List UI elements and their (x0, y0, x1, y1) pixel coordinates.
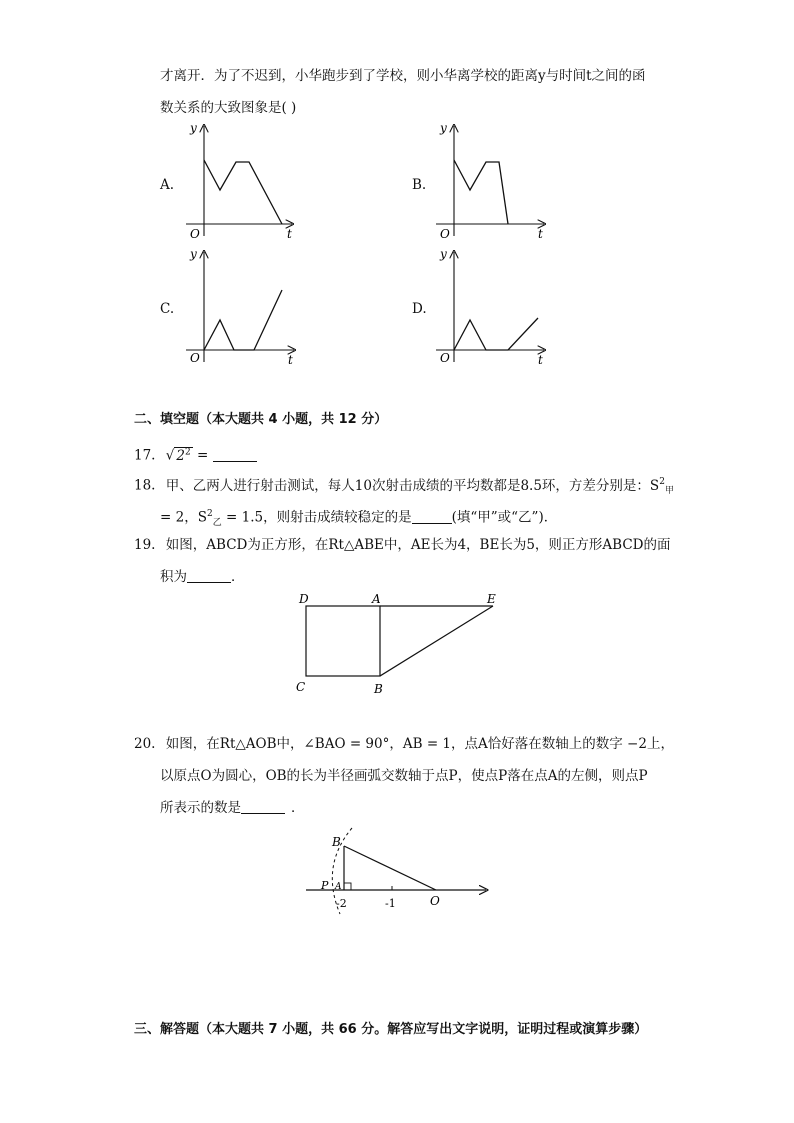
option-a-label: A. (160, 177, 175, 193)
label-e: E (487, 592, 496, 606)
q18-num: 18. (134, 477, 156, 494)
q17-equals: = (197, 447, 209, 464)
q18-text2b: = 1.5，则射击成绩较稳定的是 (226, 509, 412, 526)
graph-line (454, 160, 508, 224)
tick-label-minus2: -2 (336, 897, 347, 910)
q20-num: 20. (134, 736, 156, 752)
label-a: A (372, 592, 381, 606)
q18-sub2: 乙 (212, 518, 222, 529)
q20-line2: 以原点O为圆心，OB的长为半径画弧交数轴于点P，使点P落在点A的左侧，则点P (160, 768, 648, 784)
option-a-graph (180, 118, 300, 243)
t-label: t (538, 353, 543, 367)
q17 (134, 442, 257, 466)
q17-expr (166, 442, 193, 466)
q16-line1: 才离开．为了不迟到，小华跑步到了学校，则小华离学校的距离y与时间t之间的函 (160, 68, 646, 84)
q20-line1 (134, 734, 674, 754)
section2-title: 二、填空题（本大题共 4 小题，共 12 分） (134, 412, 388, 427)
label-b: B (332, 835, 341, 849)
q19-figure (290, 588, 510, 700)
q20-figure (300, 826, 500, 916)
q18-sub1: 甲 (664, 486, 674, 497)
origin-label: O (190, 351, 200, 365)
origin-label: O (440, 227, 450, 241)
q18-text1: 甲、乙两人进行射击测试，每人10次射击成绩的平均数都是8.5环，方差分别是：S (165, 477, 660, 494)
label-b: B (374, 682, 383, 696)
label-p: P (321, 879, 329, 892)
label-a: A (335, 882, 342, 892)
q19-answer-blank (187, 568, 231, 583)
sqrt-sign: √ (165, 447, 175, 464)
segment-bo (344, 846, 436, 890)
y-label: y (190, 121, 197, 135)
q18-sup2: 2 (206, 509, 213, 519)
graph-line (454, 318, 538, 350)
q18-line1 (134, 472, 674, 501)
q18-text2c: (填“甲”或“乙”)． (451, 509, 558, 526)
option-b-label: B. (412, 177, 427, 193)
q19-line1 (134, 535, 670, 555)
graph-line (204, 290, 282, 350)
q20-text1: 如图，在Rt△AOB中，∠BAO = 90°，AB = 1，点A恰好落在数轴上的数字 −2上， (165, 736, 674, 752)
q17-exp: 2 (184, 447, 191, 457)
q17-num: 17. (134, 447, 156, 464)
q18-text2a: = 2，S (160, 509, 207, 526)
label-o: O (430, 894, 440, 908)
q19-num: 19. (134, 537, 156, 553)
label-c: C (296, 680, 306, 694)
t-label: t (287, 227, 292, 241)
q19-end: ． (231, 569, 245, 585)
graph-line (204, 160, 282, 224)
q20-end: ． (291, 800, 305, 816)
q18-line2 (160, 504, 557, 533)
q18-sup1: 2 (659, 477, 665, 487)
q20-answer-blank (241, 799, 285, 814)
section3-title: 三、解答题（本大题共 7 小题，共 66 分。解答应写出文字说明，证明过程或演算步骤） (134, 1022, 648, 1037)
origin-label: O (190, 227, 200, 241)
y-label: y (190, 247, 197, 261)
q19-text1: 如图，ABCD为正方形，在Rt△ABE中，AE长为4，BE长为5，则正方形ABCD的面 (165, 537, 671, 553)
q20-text3: 所表示的数是 (160, 800, 241, 816)
y-label: y (440, 121, 447, 135)
square-abcd (306, 606, 380, 676)
q16-line2: 数关系的大致图象是( ) (160, 100, 297, 116)
q20-line3 (160, 798, 305, 818)
origin-label: O (440, 351, 450, 365)
option-b-graph (430, 118, 550, 243)
option-c-label: C. (160, 301, 175, 317)
option-d-graph (430, 244, 550, 369)
q18-answer-blank (412, 509, 452, 524)
q19-line2 (160, 567, 245, 587)
t-label: t (538, 227, 543, 241)
q17-base: 2 (176, 447, 185, 464)
t-label: t (288, 353, 293, 367)
right-angle-mark (344, 883, 351, 890)
label-d: D (299, 592, 309, 606)
option-d-label: D. (412, 301, 427, 317)
tick-label-minus1: -1 (385, 897, 396, 910)
option-c-graph (180, 244, 300, 369)
segment-be (380, 606, 493, 676)
y-label: y (440, 247, 447, 261)
q19-text2: 积为 (160, 569, 187, 585)
q17-answer-blank (213, 447, 257, 462)
